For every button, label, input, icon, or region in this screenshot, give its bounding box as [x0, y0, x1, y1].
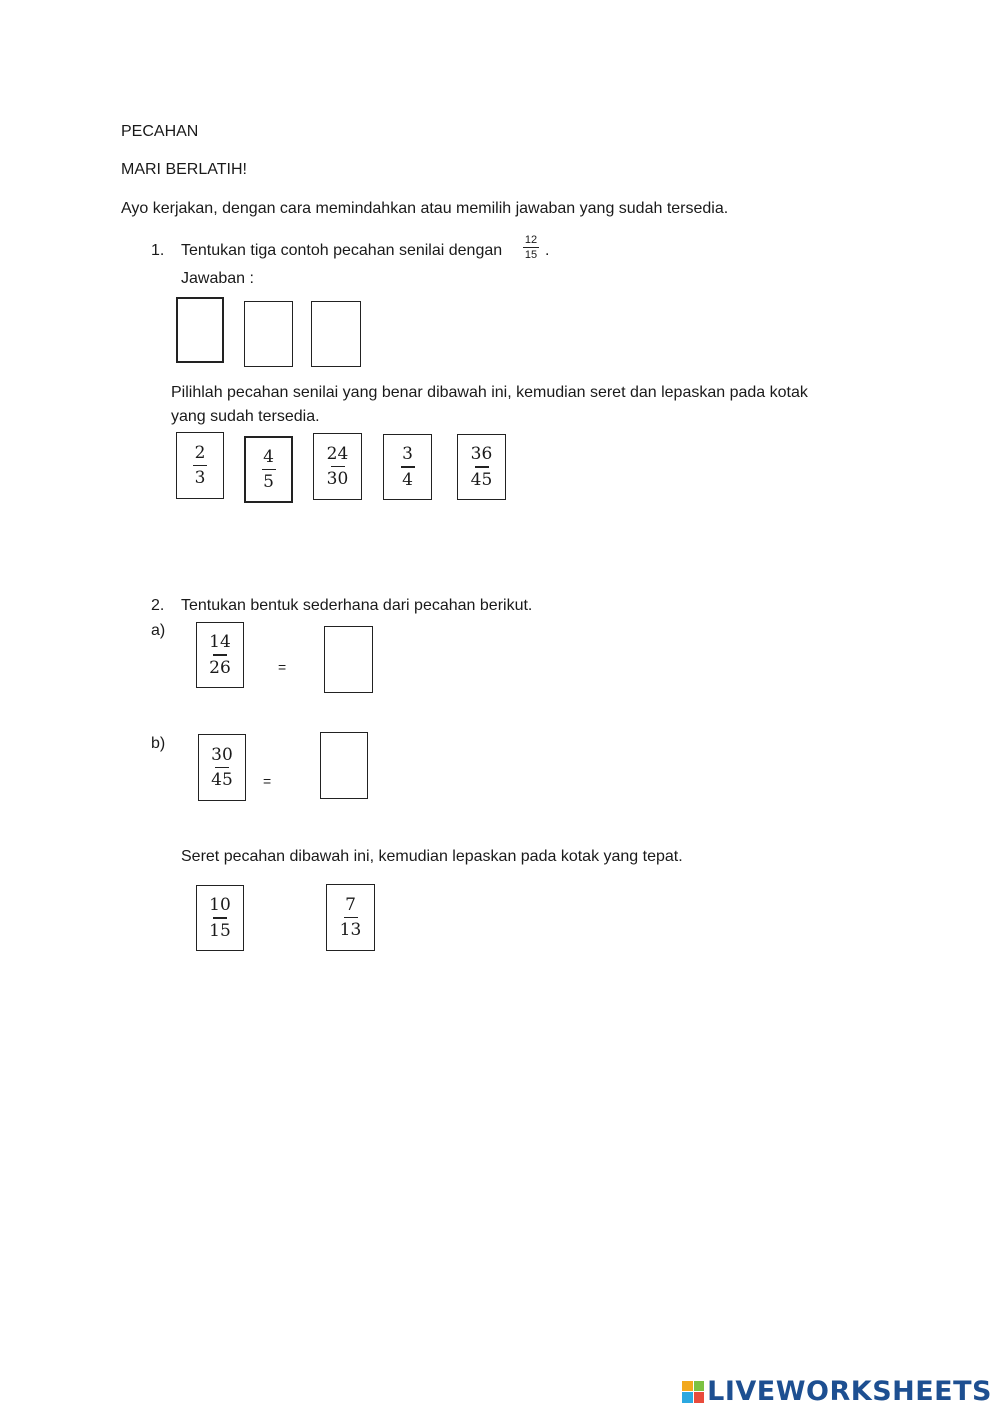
part-a-fraction-box — [196, 622, 244, 688]
fraction-bar — [215, 767, 229, 769]
given-fraction-numerator: 12 — [524, 234, 538, 246]
fraction-denominator: 30 — [326, 469, 349, 490]
fraction-numerator: 24 — [326, 443, 349, 464]
fraction — [246, 438, 291, 501]
fraction — [384, 435, 431, 499]
question-2-number: 2. — [151, 597, 165, 614]
q1-option-card[interactable] — [457, 434, 506, 500]
fraction — [458, 435, 505, 499]
liveworksheets-logo-text: LIVEWORKSHEETS — [707, 1376, 992, 1407]
part-b-label: b) — [151, 735, 166, 752]
q1-answer-box-2[interactable] — [244, 301, 293, 367]
q1-option-card[interactable] — [383, 434, 432, 500]
q1-option-card[interactable] — [176, 432, 224, 499]
question-1-given-fraction — [523, 234, 539, 261]
fraction-numerator: 2 — [194, 442, 206, 463]
q1-instruction-line-2: yang sudah tersedia. — [171, 408, 320, 425]
liveworksheets-logo — [682, 1376, 992, 1407]
question-1-number: 1. — [151, 242, 165, 259]
fraction-bar — [523, 247, 539, 248]
logo-tile — [694, 1381, 705, 1392]
fraction-denominator: 3 — [194, 468, 206, 489]
fraction — [177, 433, 223, 498]
fraction-numerator: 36 — [470, 444, 493, 465]
fraction — [199, 735, 245, 800]
question-2-text: Tentukan bentuk sederhana dari pecahan berikut. — [181, 597, 533, 614]
fraction — [327, 885, 374, 950]
fraction-denominator: 5 — [263, 472, 274, 493]
q2-option-card[interactable] — [326, 884, 375, 951]
q1-answer-box-1[interactable] — [176, 297, 224, 363]
fraction — [314, 434, 361, 499]
question-1-text: Tentukan tiga contoh pecahan senilai dengan — [181, 242, 503, 259]
fraction-denominator: 4 — [402, 469, 413, 490]
fraction — [197, 886, 243, 950]
fraction-numerator: 7 — [345, 894, 356, 915]
fraction-denominator: 13 — [339, 920, 362, 941]
q1-instruction-line-1: Pilihlah pecahan senilai yang benar dibawah ini, kemudian seret dan lepaskan pada kotak — [171, 384, 808, 401]
part-b-answer-box[interactable] — [320, 732, 368, 799]
fraction-denominator: 26 — [209, 657, 231, 678]
fraction-numerator: 4 — [263, 446, 274, 467]
fraction-numerator: 3 — [402, 444, 413, 465]
fraction-numerator: 10 — [209, 895, 231, 916]
answer-label: Jawaban : — [181, 270, 254, 287]
fraction-bar — [262, 469, 276, 471]
part-a-equals: = — [278, 659, 287, 675]
fraction-denominator: 45 — [470, 469, 493, 490]
part-a-label: a) — [151, 622, 166, 639]
q1-option-card[interactable] — [244, 436, 293, 503]
fraction-bar — [401, 466, 415, 468]
fraction-bar — [344, 917, 358, 919]
fraction-denominator: 15 — [209, 920, 231, 941]
part-a-answer-box[interactable] — [324, 626, 373, 693]
q1-option-card[interactable] — [313, 433, 362, 500]
fraction-bar — [331, 466, 345, 468]
fraction-bar — [475, 466, 489, 468]
logo-tile — [682, 1381, 693, 1392]
general-instruction: Ayo kerjakan, dengan cara memindahkan atau memilih jawaban yang sudah tersedia. — [121, 200, 729, 217]
q2-instruction: Seret pecahan dibawah ini, kemudian lepaskan pada kotak yang tepat. — [181, 848, 683, 865]
fraction-bar — [213, 654, 227, 656]
part-b-fraction-box — [198, 734, 246, 801]
q2-option-card[interactable] — [196, 885, 244, 951]
fraction — [197, 623, 243, 687]
fraction-numerator: 30 — [211, 744, 233, 765]
question-1-trailing-period: . — [545, 242, 550, 259]
logo-tile — [694, 1392, 705, 1403]
liveworksheets-logo-icon — [682, 1381, 704, 1403]
given-fraction-denominator: 15 — [524, 249, 538, 261]
q1-answer-box-3[interactable] — [311, 301, 361, 367]
part-b-equals: = — [263, 773, 272, 789]
worksheet-subtitle: MARI BERLATIH! — [121, 161, 247, 178]
fraction-numerator: 14 — [209, 632, 231, 653]
logo-tile — [682, 1392, 693, 1403]
fraction-bar — [213, 917, 227, 919]
fraction-denominator: 45 — [211, 770, 233, 791]
worksheet-title: PECAHAN — [121, 123, 199, 140]
fraction-bar — [193, 465, 207, 467]
